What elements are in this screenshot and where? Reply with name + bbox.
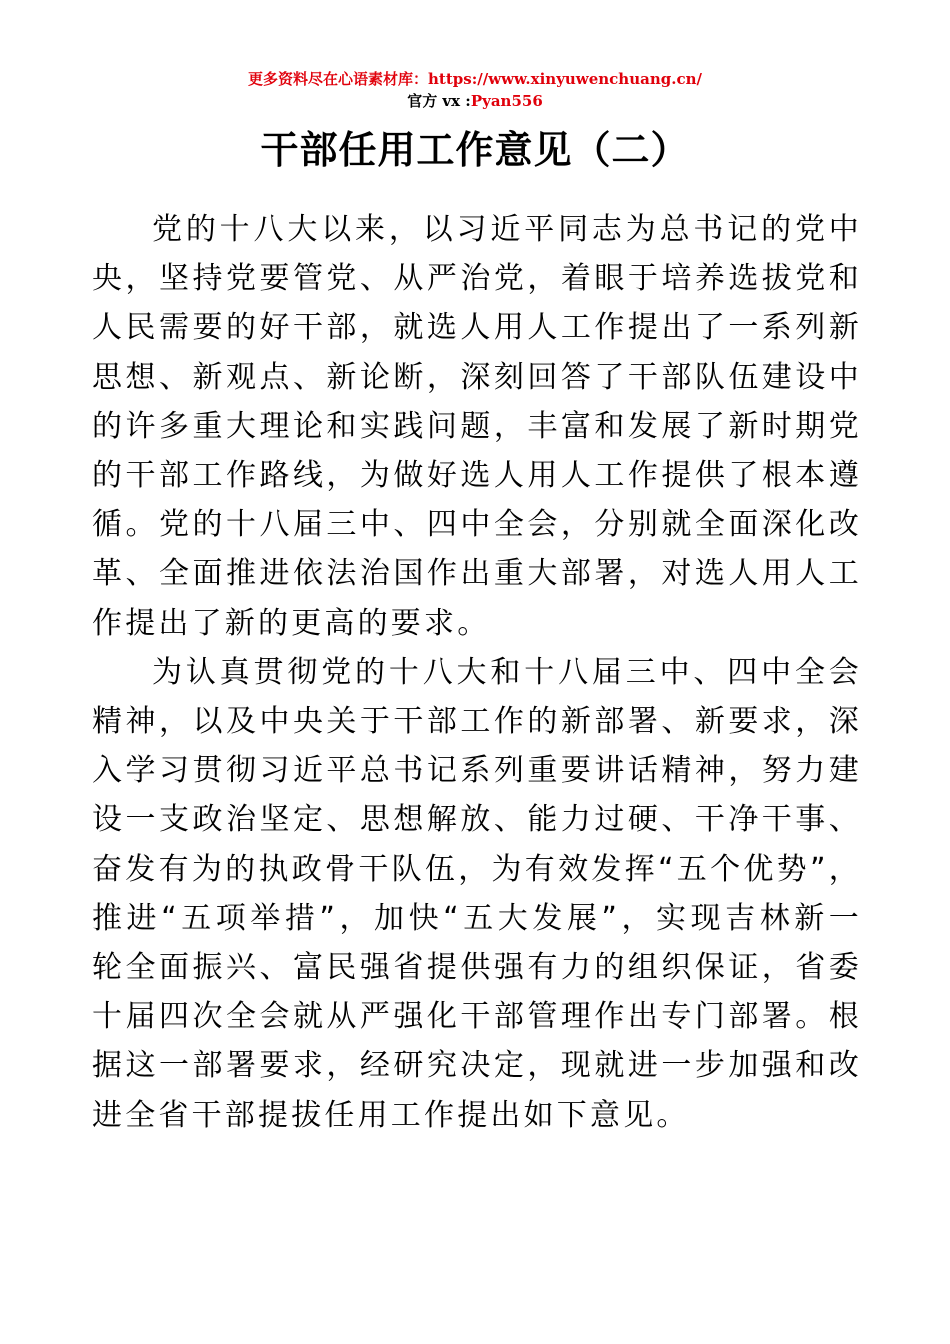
page-header [0,68,950,112]
contact-line [0,90,950,112]
paragraph-1: 党的十八大以来，以习近平同志为总书记的党中央，坚持党要管党、从严治党，着眼于培养选拔党和人民需要的好干部，就选人用人工作提出了一系列新思想、新观点、新论断，深刻回答了干部队伍建设中的许多重大理论和实践问题，丰富和发展了新时期党的干部工作路线，为做好选人用人工作提供了根本遵循。党的十八届三中、四中全会，分别就全面深化改革、全面推进依法治国作出重大部署，对选人用人工作提出了新的更高的要求。 [92,212,862,641]
document-title: 干部任用工作意见（二） [260,127,690,172]
paragraph-2: 为认真贯彻党的十八大和十八届三中、四中全会精神，以及中央关于干部工作的新部署、新要求，深入学习贯彻习近平总书记系列重要讲话精神，努力建设一支政治坚定、思想解放、能力过硬、干净干事、奋发有为的执政骨干队伍，为有效发挥“五个优势”，推进“五项举措”，加快“五大发展”，实现吉林新一轮全面振兴、富民强省提供强有力的组织保证，省委十届四次全会就从严强化干部管理作出专门部署。根据这一部署要求，经研究决定，现就进一步加强和改进全省干部提拔任用工作提出如下意见。 [92,654,862,1133]
document-body [92,205,862,1140]
contact-label: 官方 vx : [407,92,471,110]
contact-value: Pyan556 [470,92,543,110]
source-banner: 更多资料尽在心语素材库：https://www.xinyuwenchuang.cn/ [248,70,702,88]
